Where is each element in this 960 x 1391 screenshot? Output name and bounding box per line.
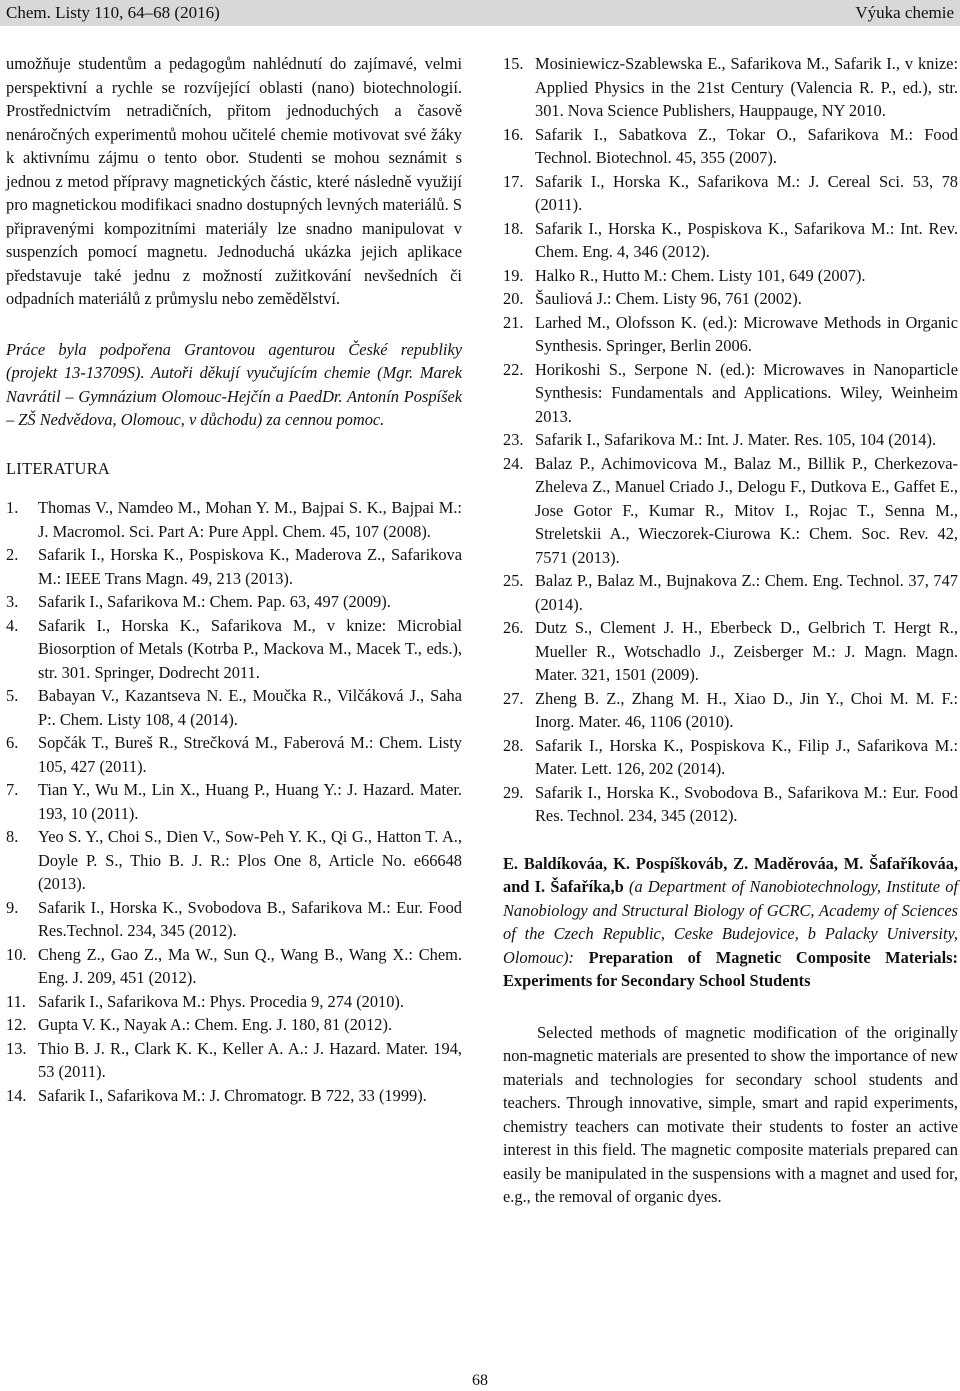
reference-item: [503, 358, 958, 429]
reference-number: 4.: [6, 615, 19, 635]
authors: E. Baldíkováa, K. Pospíškováb, Z. Maděrováa, M. Šafaříkováa, and I. Šafaříka,b: [503, 853, 958, 896]
reference-number: 3.: [6, 592, 19, 611]
reference-text: Balaz P., Achimovicova M., Balaz M., Billik P., Cherkezova-Zheleva Z., Manuel Criado J., Delogu F., Dutkova E., Gaffet E., Jose Gotor F., Kumar R., Mitov I., Rojac T., Senna M., Streletskii A., Wieczorek-Ciurowa K.: Chem. Soc. Rev. 42, 7571 (2013).: [535, 453, 958, 567]
english-title: Preparation of Magnetic Composite Materials: Experiments for Secondary School Students: [503, 947, 958, 990]
reference-text: Larhed M., Olofsson K. (ed.): Microwave Methods in Organic Synthesis. Springer, Berlin 2006.: [535, 312, 958, 355]
reference-text: Zheng B. Z., Zhang M. H., Xiao D., Jin Y., Choi M. M. F.: Inorg. Mater. 46, 1106 (2010).: [535, 688, 958, 731]
reference-text: Cheng Z., Gao Z., Ma W., Sun Q., Wang B., Wang X.: Chem. Eng. J. 209, 451 (2012).: [38, 944, 462, 987]
reference-item: [6, 684, 462, 731]
reference-item: [6, 590, 462, 614]
reference-item: [503, 170, 958, 217]
page-number: 68: [472, 1372, 488, 1389]
reference-item: [503, 452, 958, 570]
reference-text: Safarik I., Safarikova M.: Int. J. Mater. Res. 105, 104 (2014).: [535, 430, 937, 449]
reference-text: Mosiniewicz-Szablewska E., Safarikova M., Safarik I., v knize: Applied Physics in the 21st Century (Valencia R. P., ed.), str. 301. Nova Science Publishers, Hauppauge, NY 2010.: [535, 54, 958, 120]
reference-number: 27.: [503, 688, 524, 708]
reference-item: [6, 990, 462, 1014]
reference-item: [6, 1037, 462, 1084]
reference-item: [503, 52, 958, 123]
reference-text: Sopčák T., Bureš R., Strečková M., Faberová M.: Chem. Listy 105, 427 (2011).: [38, 733, 462, 776]
reference-text: Dutz S., Clement J. H., Eberbeck D., Gelbrich T. Hergt R., Mueller R., Wotschadlo J., Zeisberger M.: J. Magn. Magn. Mater. 321, 1501 (2009).: [535, 618, 958, 684]
reference-list-left: [6, 496, 462, 1107]
left-column: [6, 52, 462, 1107]
reference-item: [6, 731, 462, 778]
reference-number: 20.: [503, 289, 524, 308]
reference-text: Safarik I., Safarikova M.: Phys. Procedia 9, 274 (2010).: [38, 991, 404, 1011]
reference-item: [503, 687, 958, 734]
reference-item: [6, 1013, 462, 1037]
reference-number: 11.: [6, 991, 26, 1011]
reference-text: Thomas V., Namdeo M., Mohan Y. M., Bajpai S. K., Bajpai M.: J. Macromol. Sci. Part A: Pure Appl. Chem. 45, 107 (2008).: [38, 498, 462, 541]
reference-item: [6, 896, 462, 943]
body-paragraph: umožňuje studentům a pedagogům nahlédnutí do zajímavé, velmi perspektivní a rychle se rozvíjející oblasti (nano) biotechnologií. Prostřednictvím netradičních, přitom jednoduchých a časově nenáročných experimentů mohou učitelé chemie motivovat své žáky k aktivnímu zájmu o tento obor. Studenti se mohou seznámit s jednou z metod přípravy magnetických částic, které následně využijí pro magnetickou modifikaci snadno dostupných levných materiálů. S připravenými kompozitními materiály lze snadno manipulovat v suspenzích pomocí magnetu. Jednoduchá ukázka jejich aplikace představuje také jednu z možností zužitkování nevšedních či odpadních materiálů z průmyslu nebo zemědělství.: [6, 54, 462, 308]
reference-text: Safarik I., Safarikova M.: J. Chromatogr. B 722, 33 (1999).: [38, 1085, 427, 1105]
reference-text: Safarik I., Safarikova M.: Chem. Pap. 63, 497 (2009).: [38, 592, 391, 611]
affiliation: (a Department of Nanobiotechnology, Institute of Nanobiology and Structural Biology of GCRC, Academy of Sciences of the Czech Republic, Ceske Budejovice, b Palacky University, Olomouc):: [503, 877, 958, 967]
reference-number: 23.: [503, 430, 524, 449]
reference-item: [6, 543, 462, 590]
reference-text: Šauliová J.: Chem. Listy 96, 761 (2002).: [535, 289, 802, 308]
reference-number: 6.: [6, 733, 19, 752]
reference-text: Safarik I., Horska K., Pospiskova K., Filip J., Safarikova M.: Mater. Lett. 126, 202 (2014).: [535, 735, 958, 778]
reference-text: Horikoshi S., Serpone N. (ed.): Microwaves in Nanoparticle Synthesis: Fundamentals and Applications. Wiley, Weinheim 2013.: [535, 359, 958, 426]
reference-number: 7.: [6, 780, 19, 799]
reference-number: 10.: [6, 944, 27, 964]
reference-text: Gupta V. K., Nayak A.: Chem. Eng. J. 180, 81 (2012).: [38, 1015, 393, 1034]
reference-text: Safarik I., Horska K., Svobodova B., Safarikova M.: Eur. Food Res.Technol. 234, 345 (2012).: [38, 897, 462, 940]
acknowledgement: Práce byla podpořena Grantovou agenturou České republiky (projekt 13-13709S). Autoři děkují vyučujícím chemie (Mgr. Marek Navrátil – Gymnázium Olomouc-Hejčín a PaedDr. Antonín Pospíšek – ZŠ Nedvědova, Olomouc, v důchodu) za cennou pomoc.: [6, 339, 462, 429]
reference-item: [503, 311, 958, 358]
reference-item: [503, 569, 958, 616]
section-title: Výuka chemie: [855, 3, 954, 22]
reference-number: 15.: [503, 54, 524, 73]
reference-number: 2.: [6, 545, 19, 564]
reference-number: 5.: [6, 686, 19, 705]
reference-text: Babayan V., Kazantseva N. E., Moučka R., Vilčáková J., Saha P:. Chem. Listy 108, 4 (2014).: [38, 686, 462, 729]
reference-number: 1.: [6, 498, 19, 517]
literature-heading: LITERATURA: [6, 458, 111, 478]
reference-item: [503, 217, 958, 264]
reference-text: Safarik I., Horska K., Pospiskova K., Maderova Z., Safarikova M.: IEEE Trans Magn. 49, 213 (2013).: [38, 545, 462, 588]
reference-text: Balaz P., Balaz M., Bujnakova Z.: Chem. Eng. Technol. 37, 747 (2014).: [535, 571, 958, 614]
reference-number: 25.: [503, 571, 524, 590]
reference-number: 29.: [503, 782, 524, 802]
reference-number: 13.: [6, 1038, 27, 1058]
reference-item: [6, 825, 462, 896]
reference-number: 22.: [503, 359, 524, 379]
reference-item: [503, 616, 958, 687]
reference-text: Safarik I., Sabatkova Z., Tokar O., Safarikova M.: Food Technol. Biotechnol. 45, 355 (2007).: [535, 124, 958, 167]
reference-text: Yeo S. Y., Choi S., Dien V., Sow-Peh Y. K., Qi G., Hatton T. A., Doyle P. S., Thio B. J. R.: Plos One 8, Article No. e66648 (2013).: [38, 827, 462, 893]
reference-item: [6, 1084, 462, 1108]
reference-item: [6, 614, 462, 685]
reference-text: Safarik I., Horska K., Safarikova M.: J. Cereal Sci. 53, 78 (2011).: [535, 171, 958, 214]
reference-number: 19.: [503, 265, 524, 285]
reference-text: Safarik I., Horska K., Svobodova B., Safarikova M.: Eur. Food Res. Technol. 234, 345 (2012).: [535, 782, 958, 825]
reference-text: Halko R., Hutto M.: Chem. Listy 101, 649 (2007).: [535, 265, 866, 285]
reference-number: 12.: [6, 1015, 27, 1034]
reference-text: Safarik I., Horska K., Safarikova M., v knize: Microbial Biosorption of Metals (Kotrba P., Mackova M., Macek T., eds.), str. 301. Springer, Dodrecht 2011.: [38, 615, 462, 682]
reference-number: 9.: [6, 897, 19, 917]
reference-item: [6, 496, 462, 543]
reference-item: [503, 781, 958, 828]
reference-item: [503, 264, 958, 288]
reference-item: [503, 123, 958, 170]
right-column: [503, 52, 958, 1209]
reference-text: Safarik I., Horska K., Pospiskova K., Safarikova M.: Int. Rev. Chem. Eng. 4, 346 (2012).: [535, 218, 958, 261]
english-abstract: Selected methods of magnetic modification of the originally non-magnetic materials are presented to show the importance of new materials and technologies for secondary school students and teachers. Through innovative, simple, smart and rapid experiments, chemistry teachers can motivate their students to foster an active interest in this field. The magnetic composite materials prepared can easily be manipulated in the suspensions with a magnet and used for, e.g., the removal of organic dyes.: [503, 1022, 958, 1206]
reference-number: 24.: [503, 453, 524, 473]
reference-item: [6, 943, 462, 990]
reference-text: Thio B. J. R., Clark K. K., Keller A. A.: J. Hazard. Mater. 194, 53 (2011).: [38, 1038, 462, 1081]
reference-number: 14.: [6, 1085, 27, 1105]
reference-number: 16.: [503, 124, 524, 144]
journal-citation: Chem. Listy 110, 64–68 (2016): [6, 3, 220, 22]
reference-number: 21.: [503, 312, 524, 332]
reference-item: [6, 778, 462, 825]
reference-number: 28.: [503, 735, 524, 755]
page-header: [0, 0, 960, 26]
english-summary-header: [503, 852, 958, 993]
reference-number: 26.: [503, 618, 524, 637]
reference-text: Tian Y., Wu M., Lin X., Huang P., Huang Y.: J. Hazard. Mater. 193, 10 (2011).: [38, 780, 462, 823]
reference-item: [503, 428, 958, 452]
reference-number: 8.: [6, 827, 19, 846]
reference-item: [503, 734, 958, 781]
reference-number: 17.: [503, 171, 524, 191]
reference-number: 18.: [503, 218, 524, 238]
reference-list-right: [503, 52, 958, 828]
reference-item: [503, 287, 958, 311]
